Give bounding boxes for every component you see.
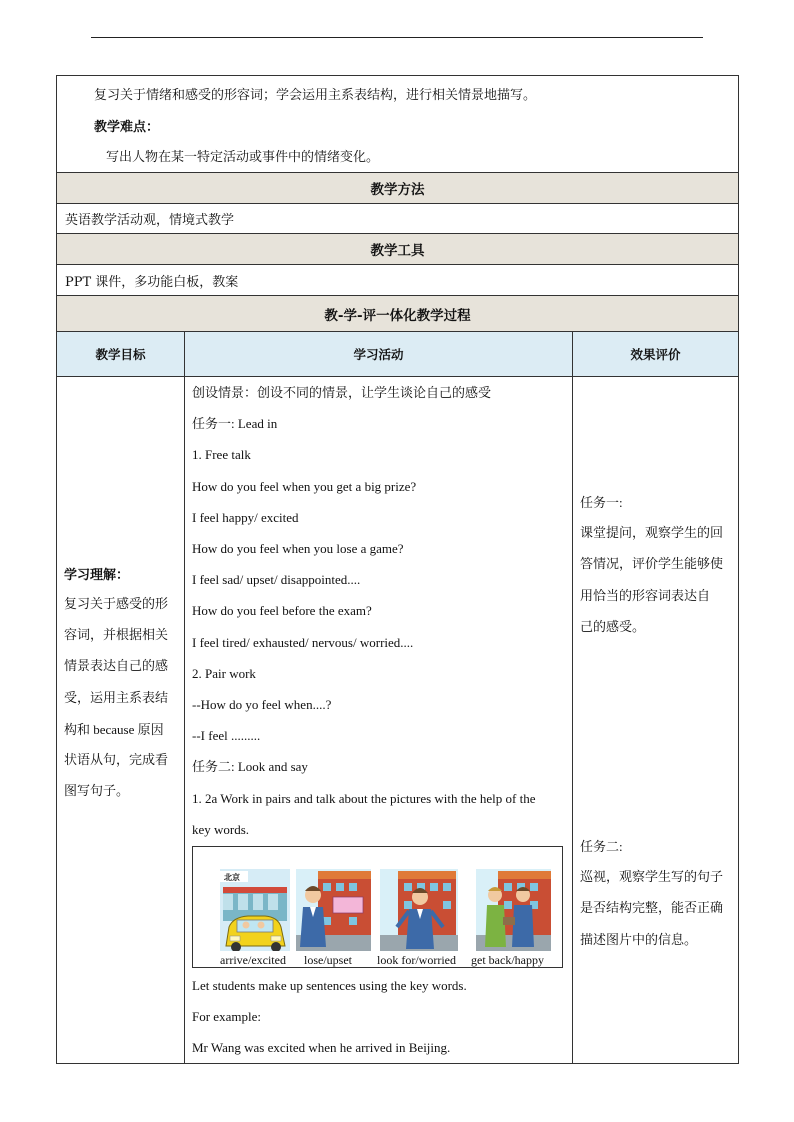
caption-look-for-worried: look for/worried <box>377 953 456 967</box>
evaluation-cell <box>573 377 739 1064</box>
goal-line: 状语从句，完成看 <box>64 753 169 769</box>
goal-text <box>64 589 168 807</box>
activity-line: How do you feel before the exam? <box>192 603 372 619</box>
activity-text-after <box>192 970 467 1064</box>
goal-line: 容词，并根据相关 <box>64 628 169 644</box>
activity-line: --I feel ......... <box>192 728 261 744</box>
objectives-cell <box>57 76 739 173</box>
evaluation-line: 用恰当的形容词表达自 <box>580 588 711 604</box>
process-header: 教-学-评一体化教学过程 <box>57 296 739 332</box>
evaluation-task2 <box>580 831 723 956</box>
activity-line: 1. 2a Work in pairs and talk about the pictures with the help of the <box>192 790 536 806</box>
activity-text-before <box>192 377 536 845</box>
activity-line: For example: <box>192 1009 261 1025</box>
caption-lose-upset: lose/upset <box>304 953 352 967</box>
activity-line: I feel sad/ upset/ disappointed.... <box>192 572 361 588</box>
tools-header: 教学工具 <box>57 234 739 265</box>
task1-title: 任务一: <box>580 495 623 510</box>
picture-get-back-happy <box>476 869 551 951</box>
pictures-strip <box>192 846 563 968</box>
activity-line: How do you feel when you lose a game? <box>192 541 404 557</box>
goal-line: 情景表达自己的感 <box>64 659 169 675</box>
header-rule <box>91 37 703 38</box>
sign-beijing: 北京 <box>224 873 240 882</box>
activity-line: 任务一: Lead in <box>192 416 278 432</box>
evaluation-line: 是否结构完整，能否正确 <box>580 901 724 917</box>
goal-line: 受，运用主系表结 <box>64 690 169 706</box>
activity-cell <box>185 377 573 1064</box>
evaluation-line: 己的感受。 <box>580 619 646 635</box>
column-header-activity: 学习活动 <box>185 332 573 377</box>
activity-line: 创设情景：创设不同的情景，让学生谈论自己的感受 <box>192 385 492 400</box>
goal-line: 构和 because 原因 <box>64 721 164 737</box>
picture-arrive-excited <box>220 869 290 951</box>
evaluation-line: 答情况，评价学生能够使 <box>580 557 724 573</box>
activity-line: 任务二: Look and say <box>192 759 308 775</box>
lesson-plan-table <box>56 75 739 1064</box>
column-header-goal: 教学目标 <box>57 332 185 377</box>
activity-line: Mr Wang was excited when he arrived in Beijing. <box>192 1040 451 1056</box>
difficulty-text: 写出人物在某一特定活动或事件中的情绪变化。 <box>106 150 380 165</box>
activity-line: --How do yo feel when....? <box>192 697 332 713</box>
methods-content: 英语教学活动观，情境式教学 <box>57 204 739 234</box>
objectives-text: 复习关于情绪和感受的形容词；学会运用主系表结构，进行相关情景地描写。 <box>94 88 537 103</box>
activity-line: 2. Pair work <box>192 665 256 681</box>
evaluation-line: 课堂提问，观察学生的回 <box>580 526 724 542</box>
goal-line: 复习关于感受的形 <box>64 597 169 612</box>
goal-label: 学习理解： <box>64 568 130 583</box>
caption-arrive-excited: arrive/excited <box>220 953 286 967</box>
picture-lose-upset <box>296 869 371 951</box>
activity-line: key words. <box>192 821 250 837</box>
evaluation-line: 描述图片中的信息。 <box>580 932 698 948</box>
activity-line: How do you feel when you get a big prize? <box>192 478 417 494</box>
methods-header: 教学方法 <box>57 173 739 204</box>
task2-title: 任务二: <box>580 839 623 854</box>
evaluation-task1 <box>580 487 723 643</box>
picture-look-for-worried <box>380 869 458 951</box>
column-header-evaluation: 效果评价 <box>573 332 739 377</box>
difficulty-label: 教学难点： <box>94 120 160 135</box>
tools-content: PPT 课件，多功能白板，教案 <box>57 265 739 296</box>
goal-line: 图写句子。 <box>64 784 130 800</box>
activity-line: 1. Free talk <box>192 447 251 463</box>
evaluation-line: 巡视，观察学生写的句子 <box>580 870 724 886</box>
activity-line: Let students make up sentences using the key words. <box>192 978 467 993</box>
caption-get-back-happy: get back/happy <box>471 953 544 967</box>
goal-cell <box>57 377 185 1064</box>
activity-line: I feel tired/ exhausted/ nervous/ worried.... <box>192 634 414 650</box>
activity-line: I feel happy/ excited <box>192 509 299 525</box>
pictures-illustration <box>193 847 562 951</box>
